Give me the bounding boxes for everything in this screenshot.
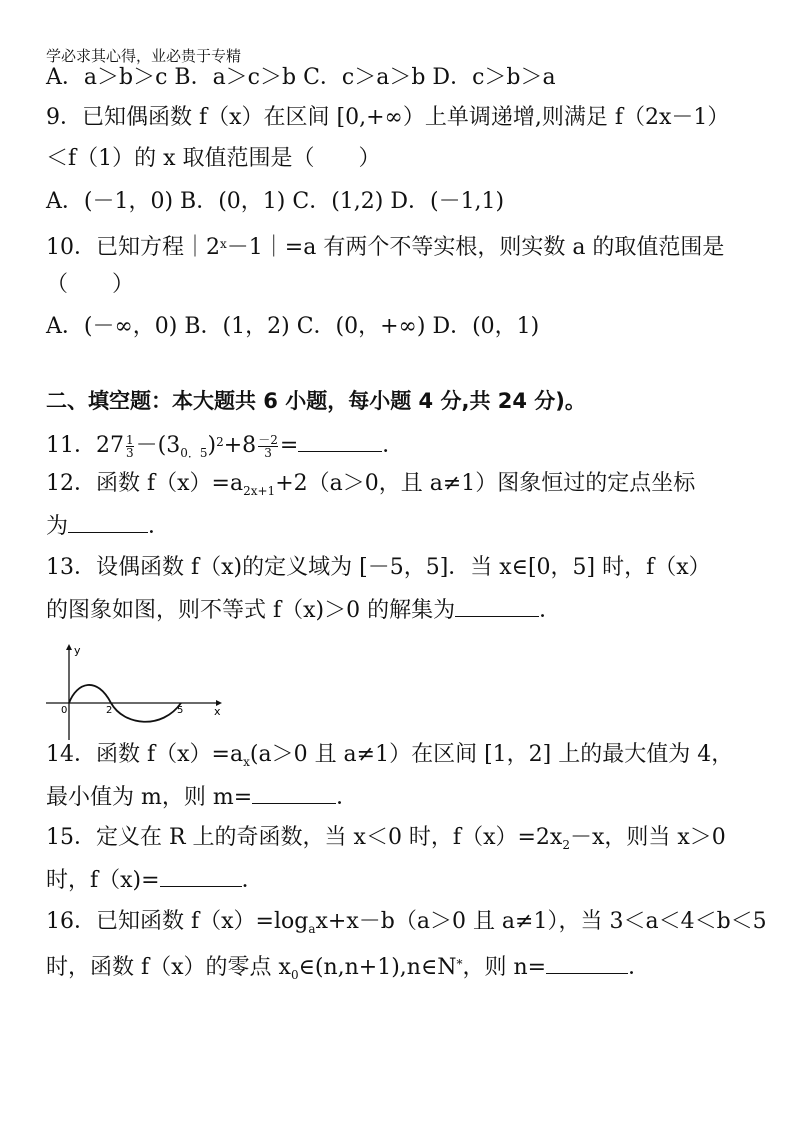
q16-line2 xyxy=(46,950,650,989)
q13-end: ． xyxy=(539,598,562,623)
q12-exponent: 2x+1 xyxy=(243,484,276,498)
q14-end: ． xyxy=(336,785,359,810)
q15-text-a: 15．定义在 R 上的奇函数，当 x＜0 时，f（x）=2x xyxy=(46,825,563,850)
q13-line2-text: 的图象如图，则不等式 f（x)＞0 的解集为 xyxy=(46,598,456,623)
graph-origin-label: 0 xyxy=(61,705,68,716)
q11-frac1 xyxy=(126,434,134,459)
q16-log-base: a xyxy=(308,922,316,936)
q15-answer-blank[interactable] xyxy=(160,866,242,887)
graph-tick-2: 2 xyxy=(106,705,113,716)
q11-frac2-num: －2 xyxy=(258,432,278,447)
q16-answer-blank[interactable] xyxy=(546,953,628,974)
q15-exponent: 2 xyxy=(562,838,570,852)
q15-line2-text: 时，f（x)= xyxy=(46,868,160,893)
q12-line2-text: 为 xyxy=(46,514,69,539)
q10-text-b: －1｜=a 有两个不等实根，则实数 a 的取值范围是 xyxy=(226,235,725,260)
q15-line1 xyxy=(46,824,726,859)
q14-text-b: (a＞0 且 a≠1）在区间 [1，2] 上的最大值为 4， xyxy=(249,742,734,767)
q12-text-a: 12．函数 f（x）=a xyxy=(46,471,244,496)
q10-line1 xyxy=(46,230,724,262)
q10-options: A．(－∞，0) B．(1，2) C．(0，+∞) D．(0，1) xyxy=(46,314,540,339)
q16-subscript-0: 0 xyxy=(290,968,299,982)
q11-frac1-num: 1 xyxy=(126,432,134,447)
q11-line xyxy=(46,428,404,467)
q14-line2 xyxy=(46,783,358,812)
q12-answer-blank[interactable] xyxy=(68,512,148,533)
page-header: 学必求其心得，业必贵于专精 xyxy=(46,47,242,65)
graph-tick-5: 5 xyxy=(177,705,184,716)
q15-end: ． xyxy=(241,868,264,893)
q14-exponent: x xyxy=(243,755,250,769)
q12-line1 xyxy=(46,470,695,505)
q16-end: ． xyxy=(628,955,651,980)
q14-text-a: 14．函数 f（x）=a xyxy=(46,742,244,767)
q10-line2: （ ） xyxy=(46,272,135,297)
q13-function-graph xyxy=(44,642,226,742)
q11-text-f: +8 xyxy=(223,433,257,458)
q16-line1 xyxy=(46,908,767,943)
q14-line1 xyxy=(46,741,733,776)
q13-answer-blank[interactable] xyxy=(455,596,539,617)
q11-text-a: 11．27 xyxy=(46,433,124,458)
graph-x-label: x xyxy=(214,705,221,718)
q11-frac2 xyxy=(258,434,278,459)
q9-line2: ＜f（1）的 x 取值范围是（ ） xyxy=(46,146,381,171)
q11-text-c: 0．5 xyxy=(180,446,208,460)
q11-text-d: ) xyxy=(207,433,217,458)
q12-end: ． xyxy=(148,514,171,539)
q11-end: ． xyxy=(382,433,405,458)
q16-text-a: 16．已知函数 f（x）=log xyxy=(46,909,309,934)
q16-line2-c: ，则 n= xyxy=(462,955,547,980)
q16-line2-b: ∈(n,n+1),n∈N xyxy=(298,955,457,980)
q13-line1: 13．设偶函数 f（x)的定义域为 [－5，5]．当 x∈[0，5] 时，f（x） xyxy=(46,555,711,580)
q10-text-a: 10．已知方程｜2 xyxy=(46,235,220,260)
q9-line1: 9．已知偶函数 f（x）在区间 [0,+∞）上单调递增,则满足 f（2x－1） xyxy=(46,105,730,130)
q16-superscript-star: * xyxy=(456,957,463,971)
section2-title: 二、填空题：本大题共 6 小题，每小题 4 分,共 24 分)。 xyxy=(46,389,586,413)
graph-y-label: y xyxy=(74,644,81,657)
q15-text-b: －x，则当 x＞0 xyxy=(569,825,726,850)
q11-text-e: 2 xyxy=(216,435,224,449)
graph-y-arrow xyxy=(66,644,72,650)
q8-options: A．a＞b＞c B．a＞c＞b C．c＞a＞b D．c＞b＞a xyxy=(46,65,556,90)
q14-answer-blank[interactable] xyxy=(252,783,336,804)
q13-line2 xyxy=(46,596,561,625)
q16-text-b: x+x－b（a＞0 且 a≠1），当 3＜a＜4＜b＜5 xyxy=(315,909,767,934)
q11-answer-blank[interactable] xyxy=(298,431,382,452)
q11-frac1-den: 3 xyxy=(126,445,134,460)
q10-exponent: x xyxy=(220,237,227,251)
q11-text-b: －(3 xyxy=(135,433,181,458)
q11-frac2-den: 3 xyxy=(264,445,272,460)
q12-text-b: +2（a＞0，且 a≠1）图象恒过的定点坐标 xyxy=(275,471,696,496)
q15-line2 xyxy=(46,866,264,895)
q11-text-g: = xyxy=(279,433,299,458)
q16-line2-a: 时，函数 f（x）的零点 x xyxy=(46,955,291,980)
q12-line2 xyxy=(46,512,170,541)
q14-line2-text: 最小值为 m，则 m= xyxy=(46,785,253,810)
q9-options: A．(－1，0) B．(0，1) C．(1,2) D．(－1,1) xyxy=(46,189,505,214)
